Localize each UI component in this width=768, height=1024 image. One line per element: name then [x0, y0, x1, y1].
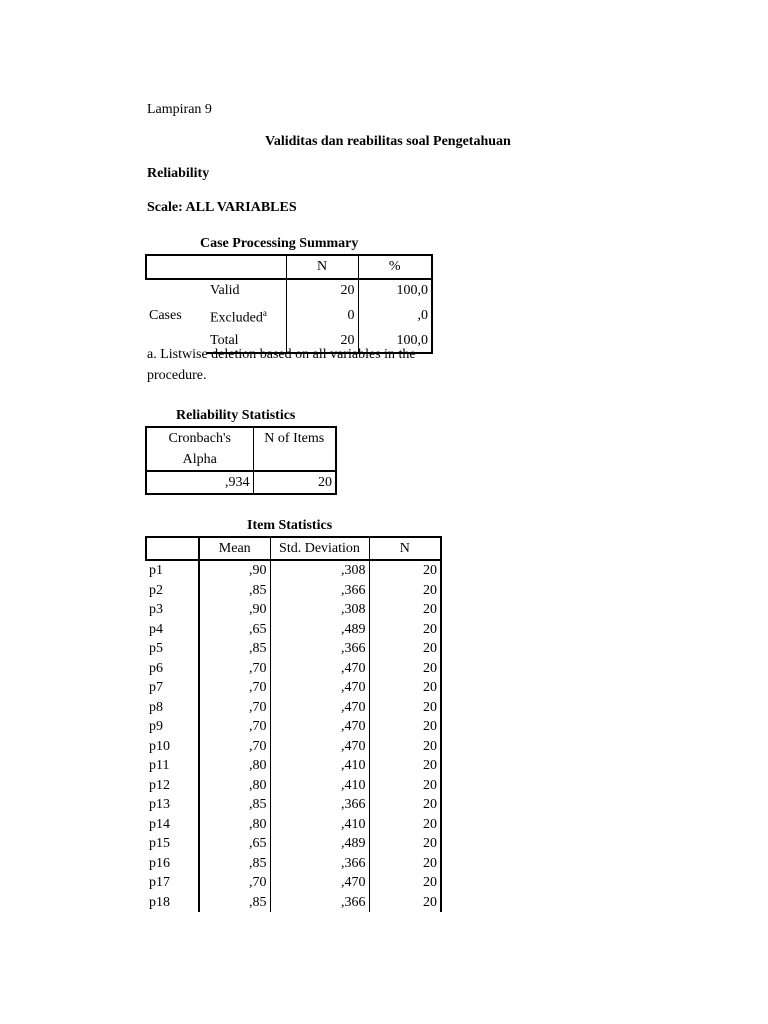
n-cell: 20	[369, 560, 441, 581]
n-cell: 20	[369, 776, 441, 796]
n-cell: 20	[369, 893, 441, 913]
sd-cell: ,470	[270, 717, 369, 737]
table-row	[146, 854, 441, 874]
item-label: p3	[146, 600, 199, 620]
item-label: p18	[146, 893, 199, 913]
case-processing-footnote: a. Listwise deletion based on all variables in the procedure.	[147, 347, 416, 383]
n-cell: 20	[369, 873, 441, 893]
section-heading: Reliability	[147, 166, 210, 181]
mean-cell: ,80	[199, 756, 270, 776]
item-label: p12	[146, 776, 199, 796]
row-label: Valid	[207, 279, 286, 302]
sd-cell: ,308	[270, 560, 369, 581]
item-label: p14	[146, 815, 199, 835]
item-label: p9	[146, 717, 199, 737]
n-items-value: 20	[253, 471, 336, 494]
sd-cell: ,366	[270, 854, 369, 874]
case-processing-table	[145, 254, 433, 354]
mean-cell: ,80	[199, 776, 270, 796]
table-row	[146, 678, 441, 698]
col-pct-header: %	[358, 255, 432, 279]
pct-cell: 100,0	[358, 330, 432, 353]
sd-cell: ,470	[270, 678, 369, 698]
sd-cell: ,470	[270, 659, 369, 679]
item-statistics-table	[145, 536, 442, 912]
item-label: p2	[146, 581, 199, 601]
mean-cell: ,70	[199, 737, 270, 757]
sd-cell: ,308	[270, 600, 369, 620]
col-alpha-header: Cronbach's	[146, 427, 253, 449]
n-cell: 20	[369, 717, 441, 737]
table-row	[146, 795, 441, 815]
table-row	[146, 639, 441, 659]
document-title: Validitas dan reabilitas soal Pengetahuan	[265, 134, 511, 149]
col-items-header: N of Items	[253, 427, 336, 449]
col-mean-header: Mean	[199, 537, 270, 560]
sd-cell: ,410	[270, 776, 369, 796]
table-row	[146, 600, 441, 620]
mean-cell: ,70	[199, 873, 270, 893]
item-label: p13	[146, 795, 199, 815]
reliability-table	[145, 426, 337, 495]
item-statistics-body	[146, 560, 441, 912]
n-cell: 20	[369, 581, 441, 601]
footnote-marker: a	[262, 308, 267, 318]
n-cell: 20	[369, 854, 441, 874]
sd-cell: ,489	[270, 620, 369, 640]
lampiran-label: Lampiran 9	[147, 102, 212, 117]
mean-cell: ,85	[199, 795, 270, 815]
item-label: p17	[146, 873, 199, 893]
sd-cell: ,470	[270, 737, 369, 757]
table-row	[146, 815, 441, 835]
item-label: p10	[146, 737, 199, 757]
table-row	[146, 659, 441, 679]
n-cell: 20	[369, 698, 441, 718]
table-row	[146, 560, 441, 581]
sd-cell: ,366	[270, 581, 369, 601]
n-cell: 20	[369, 756, 441, 776]
n-cell: 20	[286, 279, 358, 302]
mean-cell: ,90	[199, 560, 270, 581]
n-cell: 20	[286, 330, 358, 353]
table-row	[146, 737, 441, 757]
scale-heading: Scale: ALL VARIABLES	[147, 200, 297, 215]
n-cell: 20	[369, 600, 441, 620]
table-row	[146, 893, 441, 913]
table-row	[146, 873, 441, 893]
sd-cell: ,410	[270, 815, 369, 835]
row-label	[207, 302, 286, 330]
header-blank	[207, 255, 286, 279]
n-cell: 0	[286, 302, 358, 330]
item-label: p1	[146, 560, 199, 581]
col-sd-header: Std. Deviation	[270, 537, 369, 560]
mean-cell: ,80	[199, 815, 270, 835]
n-cell: 20	[369, 659, 441, 679]
col-n-header: N	[286, 255, 358, 279]
table-row	[146, 834, 441, 854]
table-row	[146, 279, 432, 302]
table-row	[146, 581, 441, 601]
sd-cell: ,410	[270, 756, 369, 776]
pct-cell: 100,0	[358, 279, 432, 302]
mean-cell: ,65	[199, 620, 270, 640]
n-cell: 20	[369, 639, 441, 659]
table-row	[146, 620, 441, 640]
table-row	[146, 776, 441, 796]
mean-cell: ,70	[199, 678, 270, 698]
n-cell: 20	[369, 834, 441, 854]
pct-cell: ,0	[358, 302, 432, 330]
n-cell: 20	[369, 737, 441, 757]
table-row	[146, 471, 336, 494]
n-cell: 20	[369, 815, 441, 835]
mean-cell: ,90	[199, 600, 270, 620]
case-processing-title: Case Processing Summary	[200, 236, 359, 251]
header-blank	[146, 537, 199, 560]
mean-cell: ,70	[199, 659, 270, 679]
item-label: p5	[146, 639, 199, 659]
sd-cell: ,366	[270, 795, 369, 815]
header-blank	[253, 449, 336, 471]
table-header-row	[146, 449, 336, 471]
sd-cell: ,366	[270, 639, 369, 659]
alpha-value: ,934	[146, 471, 253, 494]
n-cell: 20	[369, 795, 441, 815]
mean-cell: ,85	[199, 639, 270, 659]
item-label: p4	[146, 620, 199, 640]
row-label-text: Excluded	[210, 310, 263, 326]
row-label: Total	[207, 330, 286, 353]
n-cell: 20	[369, 678, 441, 698]
table-row	[146, 756, 441, 776]
col-alpha-header-line2: Alpha	[146, 449, 253, 471]
item-statistics-title: Item Statistics	[247, 518, 333, 533]
item-label: p7	[146, 678, 199, 698]
table-header-row	[146, 255, 432, 279]
sd-cell: ,489	[270, 834, 369, 854]
table-row	[146, 717, 441, 737]
mean-cell: ,65	[199, 834, 270, 854]
sd-cell: ,470	[270, 698, 369, 718]
table-header-row	[146, 427, 336, 449]
reliability-title: Reliability Statistics	[176, 408, 296, 423]
mean-cell: ,85	[199, 893, 270, 913]
item-label: p8	[146, 698, 199, 718]
table-header-row	[146, 537, 441, 560]
table-row	[146, 698, 441, 718]
mean-cell: ,85	[199, 854, 270, 874]
sd-cell: ,470	[270, 873, 369, 893]
mean-cell: ,70	[199, 698, 270, 718]
cases-group-label: Cases	[149, 308, 182, 324]
col-n-header: N	[369, 537, 441, 560]
n-cell: 20	[369, 620, 441, 640]
item-label: p15	[146, 834, 199, 854]
mean-cell: ,85	[199, 581, 270, 601]
item-label: p11	[146, 756, 199, 776]
item-label: p16	[146, 854, 199, 874]
mean-cell: ,70	[199, 717, 270, 737]
header-blank	[146, 255, 207, 279]
item-label: p6	[146, 659, 199, 679]
sd-cell: ,366	[270, 893, 369, 913]
